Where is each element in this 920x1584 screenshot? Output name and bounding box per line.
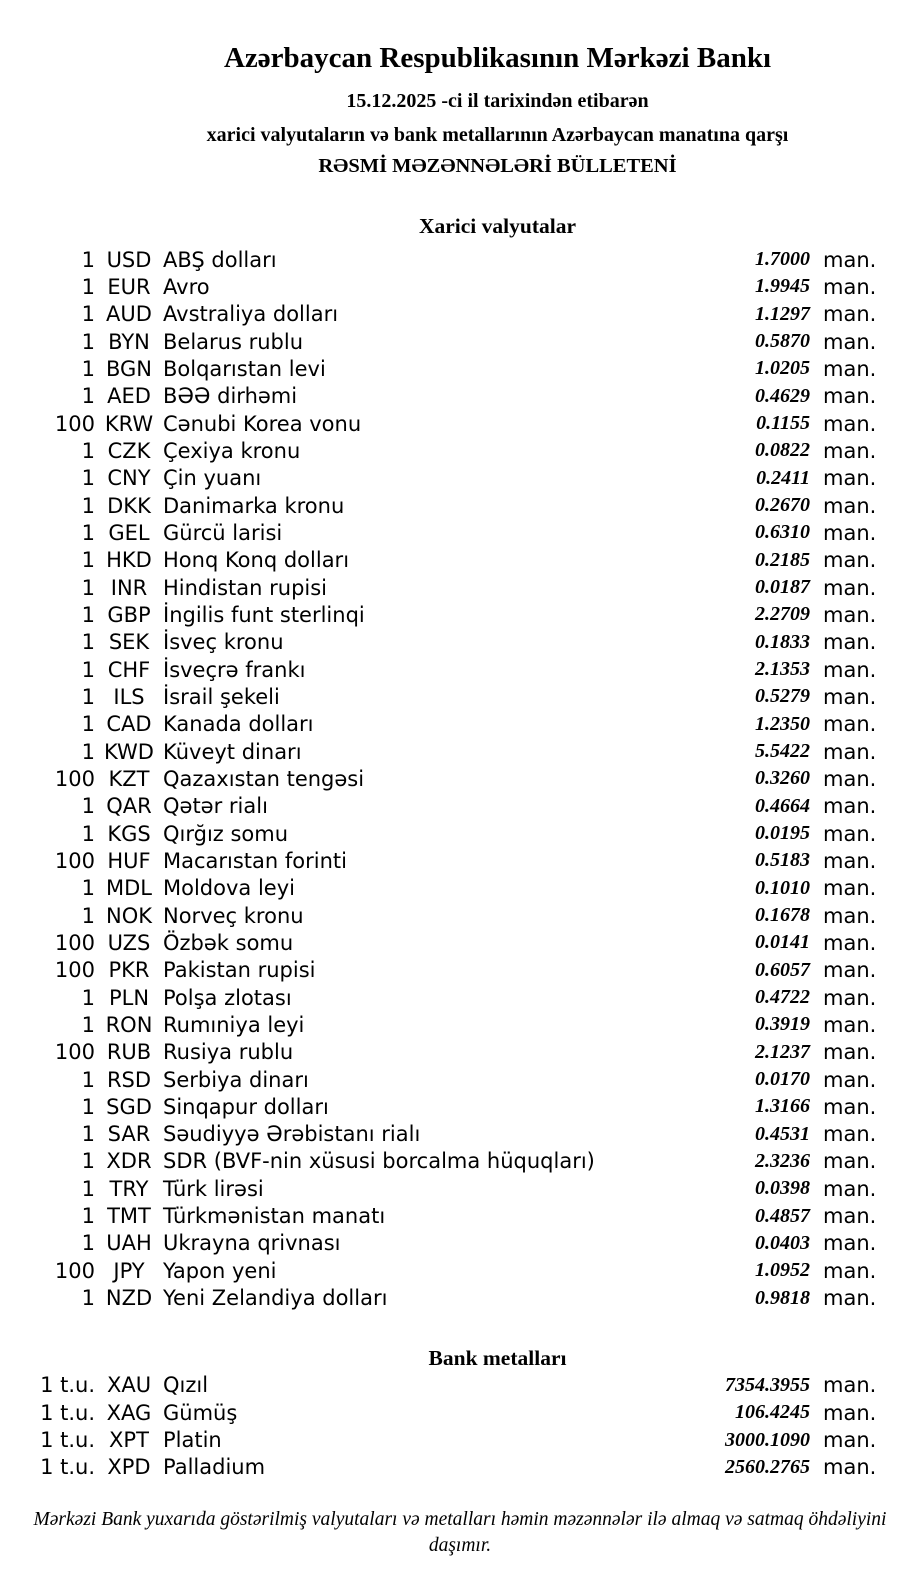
date-line: 15.12.2025 -ci il tarixindən etibarən — [346, 90, 649, 112]
rate-unit: man. — [823, 329, 877, 354]
rate-quantity: 1 — [81, 274, 95, 299]
rate-quantity: 1 — [81, 493, 95, 518]
currency-code: NZD — [105, 1286, 153, 1311]
rate-quantity: 1 — [81, 684, 95, 709]
rate-unit: man. — [823, 821, 877, 846]
table-row — [0, 328, 890, 355]
table-row — [0, 656, 890, 683]
currency-code: QAR — [106, 794, 152, 819]
currency-code: XDR — [106, 1149, 152, 1174]
currency-code: BYN — [108, 329, 150, 354]
rate-unit: man. — [823, 384, 877, 409]
rate-value: 2.3236 — [755, 1149, 810, 1172]
rate-value: 1.0205 — [755, 357, 810, 380]
currency-name: Gürcü larisi — [163, 520, 283, 545]
rate-quantity: 1 — [81, 1286, 95, 1311]
currency-name: Pakistan rupisi — [163, 958, 316, 983]
rate-value: 0.3919 — [755, 1013, 810, 1036]
rate-quantity: 1 — [81, 575, 95, 600]
rate-quantity: 100 — [54, 411, 95, 436]
currency-code: JPY — [113, 1258, 145, 1283]
currency-code: RSD — [106, 1067, 152, 1092]
rate-unit: man. — [823, 466, 877, 491]
currency-code: CNY — [107, 466, 151, 491]
rate-unit: man. — [823, 1040, 877, 1065]
table-row — [0, 929, 890, 956]
currency-name: Macarıstan forinti — [163, 848, 347, 873]
currency-name: Küveyt dinarı — [163, 739, 302, 764]
table-row — [0, 465, 890, 492]
currency-code: SGD — [106, 1094, 152, 1119]
currency-code: HKD — [106, 548, 152, 573]
table-row — [0, 355, 890, 382]
rate-value: 0.4531 — [755, 1122, 810, 1145]
rate-value: 0.5183 — [755, 849, 810, 872]
rate-unit: man. — [823, 1012, 877, 1037]
rate-quantity: 1 — [81, 384, 95, 409]
currency-name: Çin yuanı — [163, 466, 262, 491]
rate-quantity: 1 — [81, 985, 95, 1010]
table-row — [0, 246, 890, 273]
rate-value: 0.6310 — [755, 521, 810, 544]
rate-quantity: 1 — [81, 520, 95, 545]
rate-quantity: 1 — [81, 602, 95, 627]
rate-quantity: 1 — [81, 302, 95, 327]
rate-value: 0.0141 — [755, 931, 810, 954]
rate-unit: man. — [823, 274, 877, 299]
table-row — [0, 1399, 890, 1426]
table-row — [0, 1284, 890, 1311]
table-row — [0, 820, 890, 847]
rate-quantity: 100 — [54, 1040, 95, 1065]
rate-value: 0.5279 — [755, 685, 810, 708]
rate-quantity: 1 — [81, 247, 95, 272]
rate-value: 0.2185 — [755, 548, 810, 571]
currency-name: Yeni Zelandiya dolları — [163, 1286, 388, 1311]
currency-code: HUF — [107, 848, 151, 873]
rate-quantity: 1 — [81, 356, 95, 381]
currency-name: İsveç kronu — [163, 630, 284, 655]
currency-code: RUB — [106, 1040, 152, 1065]
rate-value: 2.2709 — [755, 603, 810, 626]
currency-name: Sinqapur dolları — [163, 1094, 329, 1119]
currency-code: SEK — [108, 630, 150, 655]
currency-code: XPT — [109, 1428, 149, 1453]
currency-code: KRW — [104, 411, 154, 436]
subtitle-line: xarici valyutaların və bank metallarının Azərbaycan manatına qarşı — [206, 124, 789, 146]
rate-unit: man. — [823, 1258, 877, 1283]
currency-name: Kanada dolları — [163, 712, 314, 737]
rate-value: 0.0170 — [755, 1068, 810, 1090]
rate-quantity: 1 — [81, 903, 95, 928]
rate-unit: man. — [823, 1122, 877, 1147]
table-row — [0, 273, 890, 300]
rate-unit: man. — [823, 1176, 877, 1201]
rate-quantity: 100 — [54, 958, 95, 983]
rate-value: 0.4857 — [755, 1204, 810, 1227]
currency-name: Avstraliya dolları — [163, 302, 339, 327]
currency-name: Honq Konq dolları — [163, 548, 350, 573]
rate-unit: man. — [823, 602, 877, 627]
currency-name: Avro — [163, 274, 210, 299]
currency-name: Gümüş — [163, 1400, 238, 1425]
currency-code: GBP — [107, 602, 151, 627]
table-row — [0, 492, 890, 519]
rate-unit: man. — [823, 575, 877, 600]
rate-value: 0.3260 — [755, 767, 810, 790]
rate-value: 0.4629 — [755, 384, 810, 407]
table-row — [0, 301, 890, 328]
currency-code: USD — [106, 247, 152, 272]
currency-name: Qızıl — [163, 1373, 209, 1398]
rate-value: 0.0187 — [755, 576, 810, 599]
currency-name: Norveç kronu — [163, 903, 304, 928]
currency-name: BƏƏ dirhəmi — [163, 384, 298, 409]
rate-unit: man. — [823, 794, 877, 819]
currency-code: DKK — [107, 493, 151, 518]
currency-name: Qazaxıstan tengəsi — [163, 766, 365, 791]
table-row — [0, 1093, 890, 1120]
rate-unit: man. — [823, 548, 877, 573]
rate-quantity: 1 t.u. — [40, 1428, 95, 1453]
currency-code: AED — [107, 384, 151, 409]
rate-value: 2.1237 — [755, 1040, 810, 1063]
rate-unit: man. — [823, 1094, 877, 1119]
rate-value: 2560.2765 — [725, 1455, 810, 1478]
currency-code: MDL — [106, 876, 152, 901]
table-row — [0, 1454, 890, 1481]
rate-quantity: 1 — [81, 712, 95, 737]
rate-unit: man. — [823, 1231, 877, 1256]
currency-code: KWD — [104, 739, 154, 764]
table-row — [0, 410, 890, 437]
footer-note: Mərkəzi Bank yuxarıda göstərilmiş valyutaları və metalları həmin məzənnələr ilə almaq və satmaq öhdəliyini daşımır. — [33, 1509, 887, 1557]
table-row — [0, 902, 890, 929]
table-row — [0, 601, 890, 628]
rate-unit: man. — [823, 1067, 877, 1092]
currency-code: XAG — [106, 1400, 152, 1425]
rate-unit: man. — [823, 1400, 877, 1425]
rate-unit: man. — [823, 1286, 877, 1311]
rate-quantity: 1 — [81, 1094, 95, 1119]
rate-value: 1.9945 — [755, 275, 810, 298]
rate-value: 0.1678 — [755, 904, 810, 927]
rate-value: 0.1155 — [756, 412, 810, 435]
currency-table — [0, 246, 890, 1312]
rate-unit: man. — [823, 985, 877, 1010]
table-row — [0, 847, 890, 874]
table-row — [0, 711, 890, 738]
table-row — [0, 1257, 890, 1284]
header — [75, 0, 920, 179]
rate-quantity: 1 — [81, 438, 95, 463]
rate-value: 3000.1090 — [725, 1428, 810, 1451]
rate-unit: man. — [823, 1204, 877, 1229]
table-row — [0, 683, 890, 710]
currency-name: Özbək somu — [163, 930, 294, 955]
currency-name: İsrail şekeli — [163, 684, 280, 709]
rate-quantity: 100 — [54, 930, 95, 955]
currency-code: CZK — [107, 438, 151, 463]
rate-value: 0.0195 — [755, 822, 810, 845]
rate-unit: man. — [823, 1428, 877, 1453]
rate-quantity: 1 — [81, 1122, 95, 1147]
rate-unit: man. — [823, 438, 877, 463]
table-row — [0, 519, 890, 546]
rate-quantity: 1 — [81, 1176, 95, 1201]
rate-value: 0.2670 — [755, 494, 810, 517]
table-row — [0, 1148, 890, 1175]
table-row — [0, 574, 890, 601]
currency-code: UAH — [106, 1231, 152, 1256]
rate-value: 1.7000 — [755, 248, 810, 271]
table-row — [0, 383, 890, 410]
rate-quantity: 1 — [81, 548, 95, 573]
rate-unit: man. — [823, 1149, 877, 1174]
rate-quantity: 1 — [81, 329, 95, 354]
currency-code: RON — [105, 1012, 153, 1037]
currency-name: Yapon yeni — [163, 1258, 277, 1283]
table-row — [0, 437, 890, 464]
bulletin-title: RƏSMİ MƏZƏNNƏLƏRİ BÜLLETENİ — [318, 155, 677, 177]
table-row — [0, 984, 890, 1011]
rate-value: 0.1010 — [755, 876, 810, 899]
rate-value: 2.1353 — [755, 658, 810, 681]
rate-unit: man. — [823, 876, 877, 901]
table-row — [0, 1175, 890, 1202]
rate-value: 0.0398 — [755, 1177, 810, 1200]
rate-value: 1.0952 — [755, 1259, 810, 1282]
rate-quantity: 100 — [54, 848, 95, 873]
currency-name: Hindistan rupisi — [163, 575, 328, 600]
currency-code: ILS — [113, 684, 145, 709]
currency-name: Qırğız somu — [163, 821, 289, 846]
rate-value: 0.5870 — [755, 330, 810, 353]
currency-name: Rumıniya leyi — [163, 1012, 305, 1037]
currency-code: AUD — [106, 302, 152, 327]
table-row — [0, 1039, 890, 1066]
rate-unit: man. — [823, 903, 877, 928]
table-row — [0, 875, 890, 902]
rate-quantity: 1 — [81, 1149, 95, 1174]
rate-unit: man. — [823, 712, 877, 737]
currency-name: Çexiya kronu — [163, 438, 301, 463]
table-row — [0, 765, 890, 792]
rate-value: 0.6057 — [755, 958, 810, 981]
rate-value: 0.0403 — [755, 1231, 810, 1254]
rate-unit: man. — [823, 630, 877, 655]
rate-value: 1.1297 — [755, 302, 810, 325]
page-title: Azərbaycan Respublikasının Mərkəzi Bankı — [223, 42, 772, 74]
currency-name: İsveçrə frankı — [163, 657, 306, 682]
currency-code: SAR — [107, 1122, 151, 1147]
rate-unit: man. — [823, 739, 877, 764]
currency-code: KGS — [107, 821, 151, 846]
metals-table — [0, 1372, 890, 1481]
rate-unit: man. — [823, 356, 877, 381]
currency-name: Danimarka kronu — [163, 493, 345, 518]
currency-name: Türkmənistan manatı — [163, 1204, 386, 1229]
table-row — [0, 1011, 890, 1038]
rate-quantity: 1 — [81, 657, 95, 682]
rate-unit: man. — [823, 411, 877, 436]
table-row — [0, 1426, 890, 1453]
table-row — [0, 629, 890, 656]
rate-value: 0.4722 — [755, 986, 810, 1009]
currency-code: TRY — [109, 1176, 149, 1201]
currency-name: Səudiyyə Ərəbistanı rialı — [163, 1122, 421, 1147]
rate-unit: man. — [823, 520, 877, 545]
rate-quantity: 1 — [81, 1204, 95, 1229]
currency-code: PKR — [108, 958, 150, 983]
rate-unit: man. — [823, 766, 877, 791]
rate-value: 106.4245 — [735, 1401, 810, 1424]
rate-quantity: 1 — [81, 630, 95, 655]
table-row — [0, 957, 890, 984]
currency-code: XPD — [107, 1455, 151, 1480]
rate-quantity: 1 — [81, 466, 95, 491]
rate-quantity: 1 — [81, 821, 95, 846]
currency-code: GEL — [108, 520, 150, 545]
table-row — [0, 547, 890, 574]
rate-quantity: 1 — [81, 1067, 95, 1092]
rate-value: 1.3166 — [755, 1095, 810, 1118]
rate-quantity: 1 t.u. — [40, 1373, 95, 1398]
rate-unit: man. — [823, 657, 877, 682]
currency-name: SDR (BVF-nin xüsusi borcalma hüquqları) — [163, 1149, 595, 1174]
rate-value: 0.9818 — [755, 1286, 810, 1309]
table-row — [0, 738, 890, 765]
table-row — [0, 1372, 890, 1399]
currency-code: CAD — [106, 712, 152, 737]
rate-quantity: 1 t.u. — [40, 1455, 95, 1480]
currency-name: ABŞ dolları — [163, 247, 277, 272]
table-row — [0, 1202, 890, 1229]
rate-quantity: 100 — [54, 1258, 95, 1283]
currency-code: XAU — [106, 1373, 152, 1398]
rate-unit: man. — [823, 684, 877, 709]
rate-unit: man. — [823, 1455, 877, 1480]
currency-code: CHF — [107, 657, 151, 682]
section-heading-metals: Bank metalları — [428, 1345, 567, 1370]
table-row — [0, 793, 890, 820]
currency-name: Belarus rublu — [163, 329, 304, 354]
rate-value: 0.4664 — [755, 794, 810, 817]
rate-unit: man. — [823, 493, 877, 518]
rate-value: 1.2350 — [755, 712, 810, 735]
currency-name: Polşa zlotası — [163, 985, 292, 1010]
rate-unit: man. — [823, 247, 877, 272]
rate-quantity: 1 — [81, 876, 95, 901]
rate-unit: man. — [823, 958, 877, 983]
currency-code: PLN — [108, 985, 150, 1010]
rate-quantity: 1 — [81, 1012, 95, 1037]
currency-code: NOK — [105, 903, 152, 928]
rate-quantity: 1 — [81, 794, 95, 819]
currency-code: KZT — [108, 766, 150, 791]
currency-code: INR — [110, 575, 148, 600]
table-row — [0, 1230, 890, 1257]
table-row — [0, 1066, 890, 1093]
rate-quantity: 1 t.u. — [40, 1400, 95, 1425]
rate-unit: man. — [823, 848, 877, 873]
currency-code: EUR — [107, 274, 151, 299]
currency-name: İngilis funt sterlinqi — [163, 602, 365, 627]
rate-value: 5.5422 — [755, 740, 810, 763]
currency-name: Serbiya dinarı — [163, 1067, 309, 1092]
currency-name: Platin — [163, 1428, 222, 1453]
rate-unit: man. — [823, 930, 877, 955]
currency-code: UZS — [107, 930, 151, 955]
currency-code: BGN — [105, 356, 153, 381]
rate-quantity: 100 — [54, 766, 95, 791]
currency-name: Ukrayna qrivnası — [163, 1231, 341, 1256]
rate-value: 0.2411 — [756, 466, 810, 489]
rate-quantity: 1 — [81, 739, 95, 764]
rate-value: 7354.3955 — [725, 1373, 810, 1396]
rate-value: 0.1833 — [755, 630, 810, 653]
currency-name: Moldova leyi — [163, 876, 295, 901]
section-heading-currencies: Xarici valyutalar — [418, 214, 577, 238]
currency-name: Bolqarıstan levi — [163, 356, 326, 381]
rate-unit: man. — [823, 302, 877, 327]
currency-code: TMT — [107, 1204, 151, 1229]
table-row — [0, 1121, 890, 1148]
rate-unit: man. — [823, 1373, 877, 1398]
currency-name: Türk lirəsi — [163, 1176, 264, 1201]
currency-name: Palladium — [163, 1455, 266, 1480]
currency-name: Qətər rialı — [163, 794, 268, 819]
currency-name: Cənubi Korea vonu — [163, 411, 362, 436]
rate-quantity: 1 — [81, 1231, 95, 1256]
rate-value: 0.0822 — [755, 439, 810, 462]
currency-name: Rusiya rublu — [163, 1040, 294, 1065]
